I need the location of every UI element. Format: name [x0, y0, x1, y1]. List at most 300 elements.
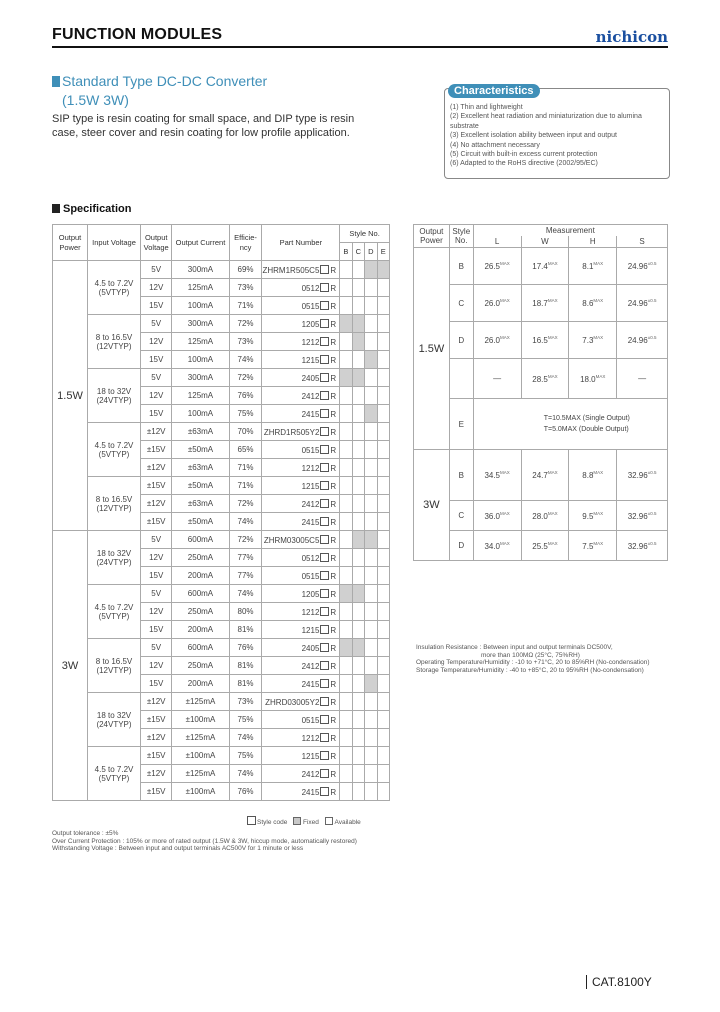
spec-input-cell: 18 to 32V (24VTYP): [88, 531, 141, 585]
legend-fixed: Fixed: [302, 819, 319, 826]
part-number-base: 1205: [301, 589, 320, 599]
spec-header-style-e: E: [377, 243, 390, 261]
table-row: [414, 531, 668, 561]
spec-efficiency: 74%: [229, 513, 262, 531]
spec-output-voltage: 15V: [141, 297, 172, 315]
style-cell-b: [340, 369, 352, 387]
spec-output-current: 200mA: [172, 621, 229, 639]
spec-part-number: [262, 621, 340, 639]
spec-header-efficiency: Efficie- ncy: [229, 225, 262, 261]
style-cell-b: [340, 315, 352, 333]
style-code-icon: [320, 463, 329, 472]
meas-value-w: [521, 285, 569, 322]
meas-header-power: Output Power: [414, 225, 450, 248]
style-cell-b: [340, 513, 352, 531]
spec-part-number: [262, 603, 340, 621]
part-number-base: 0515: [301, 571, 320, 581]
meas-value: —: [493, 374, 502, 383]
spec-output-current: 100mA: [172, 405, 229, 423]
spec-output-current: ±125mA: [172, 729, 229, 747]
meas-tolerance: MAX: [593, 261, 604, 266]
part-number-base: 2412: [301, 661, 320, 671]
meas-tolerance: MAX: [547, 335, 558, 340]
part-number-base: 2405: [301, 643, 320, 653]
style-cell-b: [340, 639, 352, 657]
style-cell-d: [365, 423, 377, 441]
part-number-suffix: R: [330, 571, 337, 581]
meas-value: 17.4: [532, 262, 548, 271]
style-cell-c: [352, 603, 364, 621]
spec-efficiency: 81%: [229, 621, 262, 639]
style-cell-e: [377, 513, 390, 531]
spec-efficiency: 75%: [229, 747, 262, 765]
part-number-suffix: R: [330, 373, 337, 383]
meas-tolerance: ±0.5: [647, 510, 657, 516]
style-code-icon: [320, 715, 329, 724]
spec-header-style: Style No.: [340, 225, 390, 243]
meas-style: D: [449, 531, 473, 561]
meas-value: 28.0: [532, 511, 548, 521]
style-cell-c: [352, 657, 364, 675]
style-code-icon: [320, 733, 329, 742]
meas-tolerance: MAX: [593, 470, 604, 475]
style-code-icon: [320, 391, 329, 400]
part-number-base: ZHRM1R505C5: [262, 265, 320, 275]
part-number-base: 0515: [301, 715, 320, 725]
spec-header-style-b: B: [340, 243, 352, 261]
style-cell-e: [377, 549, 390, 567]
part-number-base: 1215: [301, 625, 320, 635]
measurement-note: Insulation Resistance : Between input and output terminals DC500V,: [416, 644, 613, 651]
style-cell-c: [352, 549, 364, 567]
meas-value: 34.5: [484, 471, 501, 480]
meas-style: C: [449, 501, 473, 531]
style-cell-b: [340, 621, 352, 639]
style-cell-b: [340, 585, 352, 603]
style-cell-d: [365, 567, 377, 585]
spec-output-current: 100mA: [172, 297, 229, 315]
meas-e-note: T=5.0MAX (Double Output): [543, 426, 629, 433]
part-number-suffix: R: [330, 625, 337, 635]
style-code-icon: [320, 499, 329, 508]
spec-header-part-number: Part Number: [262, 225, 340, 261]
part-number-suffix: R: [330, 463, 337, 473]
spec-output-current: 600mA: [172, 585, 229, 603]
style-cell-b: [340, 297, 352, 315]
characteristic-item: (2) Excellent heat radiation and miniaturization due to alumina substrate: [450, 113, 642, 130]
part-number-base: 1212: [301, 607, 320, 617]
part-number-base: 2415: [301, 517, 320, 527]
part-number-base: 2412: [301, 391, 320, 401]
style-cell-c: [352, 783, 364, 801]
meas-header-title: Measurement: [473, 225, 667, 237]
legend-code: Style code: [257, 819, 288, 826]
spec-output-voltage: ±12V: [141, 729, 172, 747]
style-cell-c: [352, 315, 364, 333]
spec-part-number: [262, 477, 340, 495]
style-cell-b: [340, 567, 352, 585]
meas-tolerance: MAX: [547, 510, 558, 516]
meas-tolerance: MAX: [593, 540, 604, 546]
spec-efficiency: 76%: [229, 783, 262, 801]
meas-power-cell: 3W: [414, 450, 450, 561]
part-number-base: 2415: [301, 787, 320, 797]
measurement-table: [413, 224, 668, 561]
part-number-base: 1215: [301, 751, 320, 761]
spec-output-voltage: 15V: [141, 675, 172, 693]
catalog-number: CAT.8100Y: [586, 975, 652, 989]
meas-value-l: [473, 501, 521, 531]
spec-output-current: 600mA: [172, 531, 229, 549]
spec-output-voltage: 12V: [141, 549, 172, 567]
meas-value-s: [617, 531, 668, 561]
style-code-icon: [320, 787, 329, 796]
meas-style: B: [449, 248, 473, 285]
spec-output-voltage: ±15V: [141, 711, 172, 729]
spec-output-current: 125mA: [172, 333, 229, 351]
spec-title-text: Specification: [63, 203, 132, 215]
meas-value-h: [569, 450, 617, 501]
meas-value-s: [617, 285, 668, 322]
part-number-suffix: R: [330, 553, 337, 563]
spec-part-number: [262, 549, 340, 567]
spec-output-voltage: ±15V: [141, 513, 172, 531]
spec-output-current: ±100mA: [172, 747, 229, 765]
spec-output-voltage: 15V: [141, 405, 172, 423]
style-code-icon: [320, 409, 329, 418]
spec-output-current: ±50mA: [172, 441, 229, 459]
style-code-icon: [320, 319, 329, 328]
spec-input-cell: 4.5 to 7.2V (5VTYP): [88, 261, 141, 315]
spec-efficiency: 72%: [229, 531, 262, 549]
style-cell-e: [377, 783, 390, 801]
meas-value-w: [521, 450, 569, 501]
spec-power-cell: 3W: [53, 531, 88, 801]
style-code-icon: [320, 265, 329, 274]
characteristic-item: (3) Excellent isolation ability between input and output: [450, 132, 617, 140]
meas-tolerance: MAX: [547, 540, 558, 546]
spec-output-voltage: 15V: [141, 621, 172, 639]
style-cell-e: [377, 441, 390, 459]
meas-tolerance: MAX: [500, 540, 510, 546]
spec-header-input: Input Voltage: [88, 225, 141, 261]
part-number-base: 2412: [301, 769, 320, 779]
style-cell-e: [377, 279, 390, 297]
meas-value: 32.96: [627, 511, 648, 521]
style-cell-b: [340, 603, 352, 621]
part-number-base: 1212: [301, 733, 320, 743]
style-cell-b: [340, 477, 352, 495]
style-code-icon: [320, 769, 329, 778]
spec-output-current: ±50mA: [172, 477, 229, 495]
spec-output-voltage: 5V: [141, 531, 172, 549]
meas-tolerance: MAX: [593, 335, 604, 340]
meas-value: 24.96: [627, 262, 648, 271]
part-number-suffix: R: [330, 517, 337, 527]
meas-value-l: [473, 450, 521, 501]
style-cell-b: [340, 711, 352, 729]
spec-efficiency: 77%: [229, 567, 262, 585]
style-cell-e: [377, 693, 390, 711]
spec-output-voltage: 5V: [141, 369, 172, 387]
meas-value: 7.5: [582, 541, 594, 551]
spec-part-number: [262, 495, 340, 513]
available-swatch-icon: [325, 817, 333, 825]
meas-value: 34.0: [484, 541, 501, 551]
meas-value: 26.0: [484, 336, 501, 345]
spec-header-style-d: D: [365, 243, 377, 261]
style-cell-c: [352, 423, 364, 441]
spec-output-voltage: ±12V: [141, 693, 172, 711]
style-cell-e: [377, 261, 390, 279]
table-row: [53, 261, 390, 279]
part-number-suffix: R: [330, 733, 337, 743]
spec-part-number: [262, 369, 340, 387]
section-title: [52, 72, 267, 110]
spec-part-number: [262, 351, 340, 369]
style-cell-c: [352, 261, 364, 279]
style-cell-d: [365, 693, 377, 711]
spec-efficiency: 73%: [229, 333, 262, 351]
meas-value-l: [473, 531, 521, 561]
style-cell-c: [352, 369, 364, 387]
style-cell-e: [377, 459, 390, 477]
style-cell-d: [365, 351, 377, 369]
spec-part-number: [262, 387, 340, 405]
style-cell-e: [377, 351, 390, 369]
measurement-note: Storage Temperature/Humidity : -40 to +85°C, 20 to 95%RH (No-condensation): [416, 666, 644, 674]
spec-output-current: 600mA: [172, 639, 229, 657]
style-code-icon: [320, 589, 329, 598]
style-cell-b: [340, 657, 352, 675]
style-cell-d: [365, 477, 377, 495]
characteristics-title: Characteristics: [448, 84, 540, 98]
characteristic-item: (6) Adapted to the RoHS directive (2002/95/EC): [450, 160, 598, 168]
meas-value: 32.96: [627, 471, 648, 480]
spec-input-cell: 4.5 to 7.2V (5VTYP): [88, 423, 141, 477]
part-number-suffix: R: [330, 661, 337, 671]
style-cell-b: [340, 675, 352, 693]
meas-tolerance: MAX: [593, 298, 604, 303]
style-cell-d: [365, 369, 377, 387]
meas-tolerance: MAX: [500, 510, 510, 516]
style-cell-c: [352, 711, 364, 729]
part-number-suffix: R: [330, 283, 337, 293]
style-cell-d: [365, 747, 377, 765]
part-number-base: 1212: [301, 337, 320, 347]
style-cell-d: [365, 333, 377, 351]
style-code-icon: [320, 355, 329, 364]
spec-efficiency: 75%: [229, 711, 262, 729]
spec-efficiency: 75%: [229, 405, 262, 423]
spec-output-current: ±125mA: [172, 765, 229, 783]
style-cell-e: [377, 747, 390, 765]
spec-efficiency: 74%: [229, 765, 262, 783]
table-row: [53, 747, 390, 765]
style-cell-d: [365, 459, 377, 477]
style-cell-c: [352, 567, 364, 585]
style-cell-d: [365, 531, 377, 549]
meas-tolerance: ±0.5: [647, 470, 657, 475]
style-cell-b: [340, 495, 352, 513]
part-number-base: 1215: [301, 355, 320, 365]
style-cell-e: [377, 495, 390, 513]
part-number-suffix: R: [330, 607, 337, 617]
spec-output-voltage: ±12V: [141, 495, 172, 513]
section-title-line1: Standard Type DC-DC Converter: [62, 73, 268, 89]
meas-value: 8.1: [582, 262, 594, 271]
spec-part-number: [262, 531, 340, 549]
style-cell-c: [352, 585, 364, 603]
spec-part-number: [262, 333, 340, 351]
spec-notes: [52, 830, 382, 853]
spec-note: Withstanding Voltage : Between input and output terminals AC500V for 1 minute or less: [52, 845, 304, 853]
spec-table: [52, 224, 390, 801]
spec-efficiency: 70%: [229, 423, 262, 441]
spec-efficiency: 81%: [229, 657, 262, 675]
style-cell-e: [377, 531, 390, 549]
style-cell-d: [365, 513, 377, 531]
part-number-suffix: R: [330, 337, 337, 347]
spec-part-number: [262, 693, 340, 711]
meas-value-l: [473, 248, 521, 285]
spec-output-current: ±50mA: [172, 513, 229, 531]
table-row: [414, 399, 668, 450]
spec-output-voltage: ±12V: [141, 423, 172, 441]
spec-output-current: 125mA: [172, 387, 229, 405]
meas-value-h: [569, 359, 617, 399]
meas-value-s: [617, 248, 668, 285]
spec-output-current: 300mA: [172, 261, 229, 279]
spec-efficiency: 76%: [229, 639, 262, 657]
part-number-base: 2415: [301, 679, 320, 689]
spec-efficiency: 72%: [229, 495, 262, 513]
meas-header-h: H: [569, 236, 617, 248]
style-cell-b: [340, 729, 352, 747]
spec-part-number: [262, 279, 340, 297]
meas-value-s: [617, 501, 668, 531]
measurement-notes: [416, 644, 676, 674]
table-row: [53, 423, 390, 441]
table-row: [53, 585, 390, 603]
part-number-suffix: R: [330, 409, 337, 419]
part-number-base: 1205: [301, 319, 320, 329]
spec-part-number: [262, 423, 340, 441]
part-number-suffix: R: [330, 535, 337, 545]
spec-efficiency: 71%: [229, 459, 262, 477]
spec-output-voltage: ±12V: [141, 459, 172, 477]
spec-output-voltage: 12V: [141, 387, 172, 405]
style-cell-e: [377, 297, 390, 315]
meas-value: 24.7: [532, 471, 548, 480]
meas-value: 24.96: [627, 299, 648, 308]
part-number-base: ZHRD03005Y2: [265, 697, 320, 707]
spec-efficiency: 81%: [229, 675, 262, 693]
spec-output-current: ±63mA: [172, 423, 229, 441]
meas-value: 32.96: [627, 541, 648, 551]
spec-header-power: Output Power: [53, 225, 88, 261]
part-number-suffix: R: [330, 355, 337, 365]
style-cell-c: [352, 495, 364, 513]
meas-value: 25.5: [532, 541, 548, 551]
spec-output-current: 125mA: [172, 279, 229, 297]
spec-output-current: ±100mA: [172, 711, 229, 729]
spec-output-current: 250mA: [172, 657, 229, 675]
spec-part-number: [262, 441, 340, 459]
part-number-base: 0512: [301, 553, 320, 563]
style-code-icon: [320, 553, 329, 562]
spec-part-number: [262, 459, 340, 477]
part-number-suffix: R: [330, 769, 337, 779]
style-cell-e: [377, 657, 390, 675]
meas-tolerance: MAX: [547, 470, 558, 475]
spec-output-voltage: ±12V: [141, 765, 172, 783]
spec-output-current: 300mA: [172, 315, 229, 333]
meas-style: E: [449, 399, 473, 450]
part-number-base: 0515: [301, 445, 320, 455]
part-number-base: 2412: [301, 499, 320, 509]
style-cell-d: [365, 315, 377, 333]
spec-output-voltage: 12V: [141, 279, 172, 297]
spec-power-cell: 1.5W: [53, 261, 88, 531]
style-cell-b: [340, 783, 352, 801]
part-number-base: 1215: [301, 481, 320, 491]
spec-part-number: [262, 729, 340, 747]
style-cell-b: [340, 405, 352, 423]
spec-title: [52, 203, 131, 215]
intro-text: SIP type is resin coating for small space, and DIP type is resin case, steer cover and resin coating for low profile application.: [52, 113, 355, 139]
style-code-icon: [320, 301, 329, 310]
style-cell-c: [352, 279, 364, 297]
spec-part-number: [262, 261, 340, 279]
style-cell-d: [365, 387, 377, 405]
style-cell-d: [365, 603, 377, 621]
meas-value: 9.5: [582, 511, 594, 521]
style-cell-c: [352, 531, 364, 549]
style-cell-d: [365, 675, 377, 693]
spec-output-current: ±125mA: [172, 693, 229, 711]
meas-header-s: S: [617, 236, 668, 248]
style-code-icon: [320, 481, 329, 490]
spec-part-number: [262, 783, 340, 801]
spec-input-cell: 4.5 to 7.2V (5VTYP): [88, 585, 141, 639]
section-title-line2: (1.5W 3W): [62, 92, 129, 108]
meas-value-w: [521, 322, 569, 359]
style-code-icon: [320, 445, 329, 454]
style-cell-d: [365, 261, 377, 279]
spec-part-number: [262, 765, 340, 783]
part-number-base: 1212: [301, 463, 320, 473]
part-number-suffix: R: [330, 715, 337, 725]
table-row: [414, 225, 668, 237]
meas-value-h: [569, 322, 617, 359]
spec-output-current: 250mA: [172, 549, 229, 567]
style-cell-e: [377, 765, 390, 783]
meas-tolerance: ±0.5: [647, 540, 657, 546]
table-row: [414, 285, 668, 322]
spec-output-voltage: 5V: [141, 261, 172, 279]
meas-value-s: [617, 322, 668, 359]
spec-output-current: 100mA: [172, 351, 229, 369]
style-cell-e: [377, 585, 390, 603]
style-cell-e: [377, 423, 390, 441]
part-number-suffix: R: [330, 265, 337, 275]
spec-efficiency: 74%: [229, 585, 262, 603]
spec-part-number: [262, 747, 340, 765]
spec-note: Over Current Protection : 105% or more of rated output (1.5W & 3W, hiccup mode, automatically restored): [52, 837, 357, 845]
style-cell-c: [352, 405, 364, 423]
meas-value-l: [473, 359, 521, 399]
